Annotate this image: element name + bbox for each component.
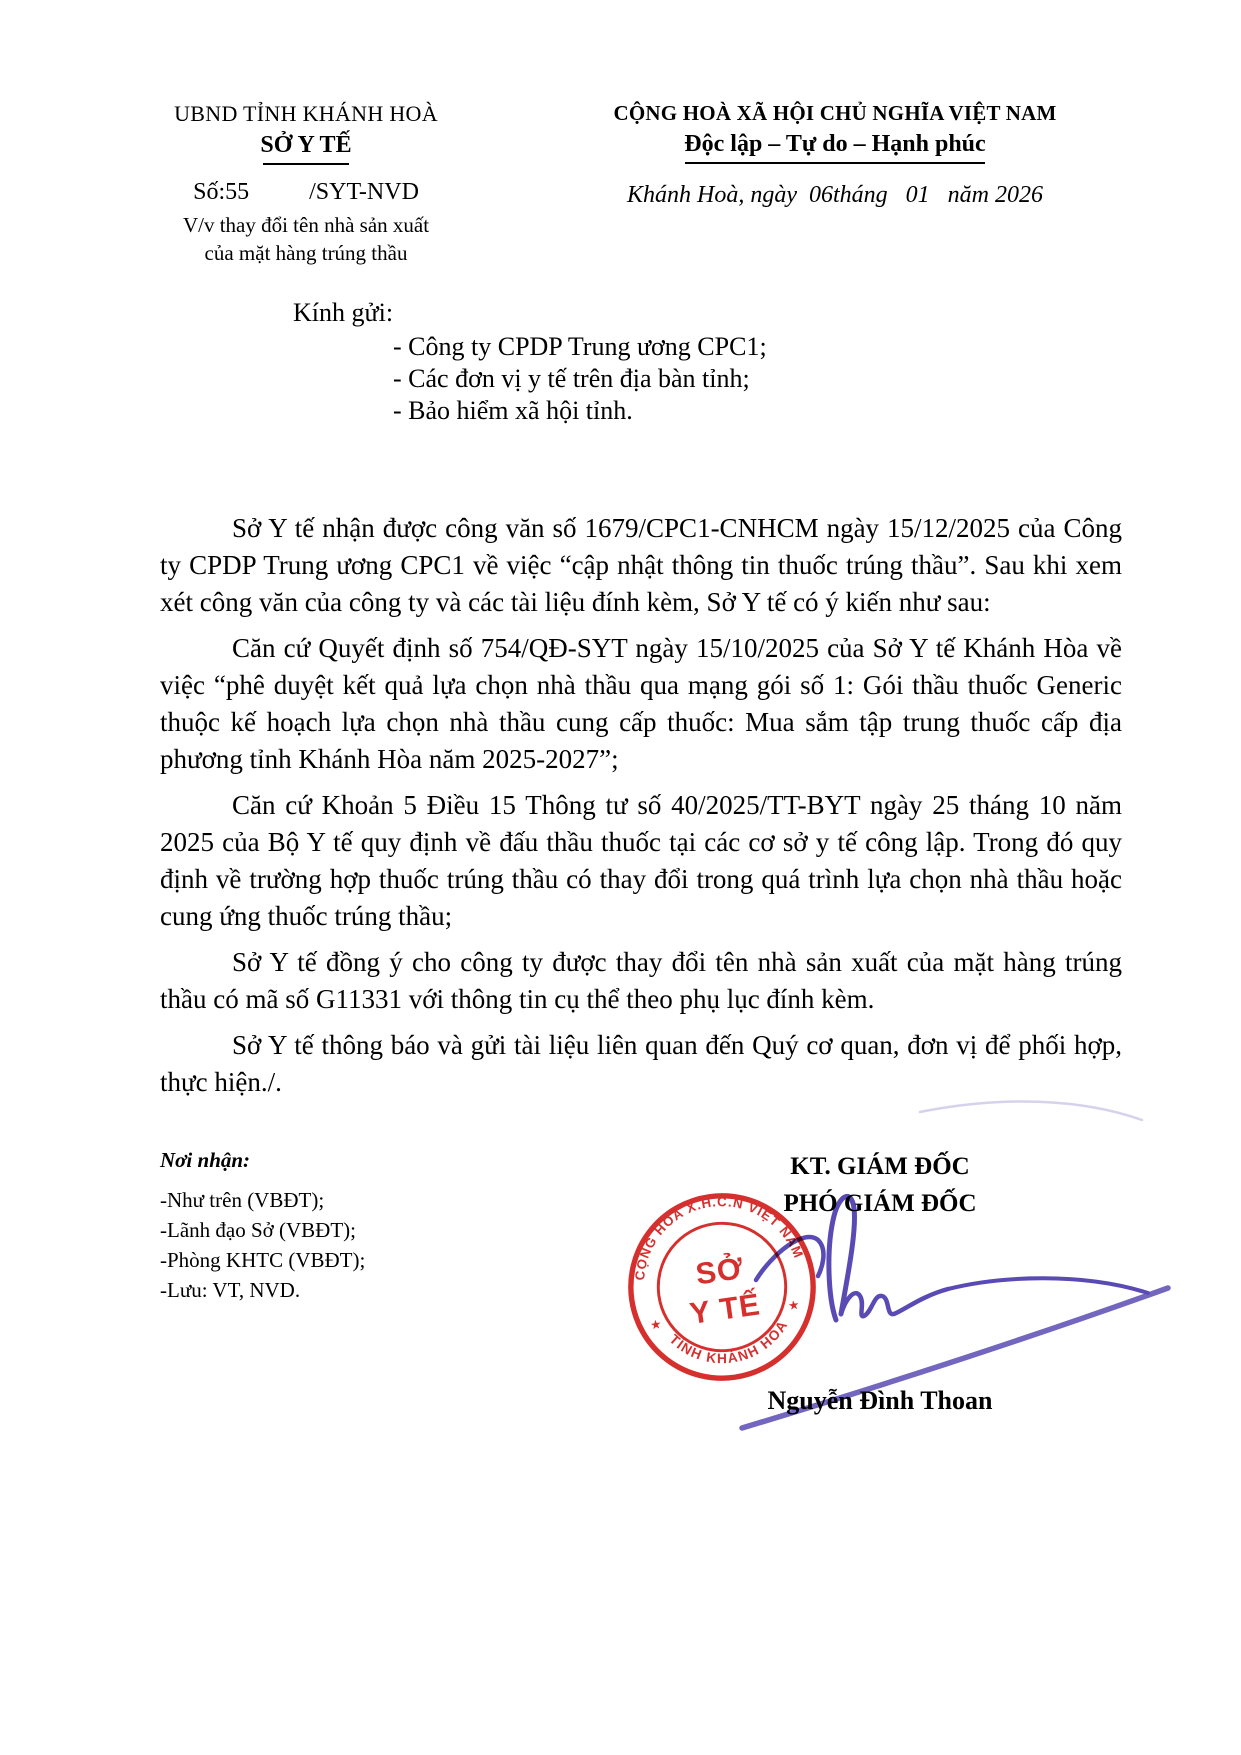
department-underline <box>263 163 349 165</box>
distribution-label: Nơi nhận: <box>160 1148 251 1172</box>
subject-line-2: của mặt hàng trúng thầu <box>204 240 408 265</box>
distribution-block <box>160 1148 365 1305</box>
subject-line-1: V/v thay đổi tên nhà sản xuất <box>182 212 430 237</box>
body-paragraph: Căn cứ Quyết định số 754/QĐ-SYT ngày 15/10/2025 của Sở Y tế Khánh Hòa về việc “phê duyệt kết quả lựa chọn nhà thầu qua mạng gói số 1: Gói thầu thuốc Generic thuộc kế hoạch lựa chọn nhà thầu cung cấp thuốc: Mua sắm tập trung thuốc cấp địa phương tỉnh Khánh Hòa năm 2025-2027”; <box>160 633 1122 774</box>
stamp-arc-bottom-text: TỈNH KHÁNH HÒA <box>666 1317 791 1367</box>
body-paragraph: Sở Y tế nhận được công văn số 1679/CPC1-CNHCM ngày 15/12/2025 của Công ty CPDP Trung ương CPC1 về việc “cập nhật thông tin thuốc trúng thầu”. Sau khi xem xét công văn của công ty và các tài liệu đính kèm, Sở Y tế có ý kiến như sau: <box>160 513 1122 617</box>
body-paragraph: Sở Y tế đồng ý cho công ty được thay đổi tên nhà sản xuất của mặt hàng trúng thầu có mã số G11331 với thông tin cụ thể theo phụ lục đính kèm. <box>160 947 1122 1014</box>
distribution-item: -Lưu: VT, NVD. <box>160 1278 301 1302</box>
stamp-star-right-icon: ★ <box>787 1297 801 1314</box>
national-title: CỘNG HOÀ XÃ HỘI CHỦ NGHĨA VIỆT NAM <box>613 101 1057 125</box>
recipient-item: - Bảo hiểm xã hội tỉnh. <box>393 396 633 425</box>
issuing-authority: UBND TỈNH KHÁNH HOÀ <box>174 101 438 126</box>
distribution-item: -Phòng KHTC (VBĐT); <box>160 1248 366 1272</box>
header-right-block <box>535 100 1135 210</box>
national-motto: Độc lập – Tự do – Hạnh phúc <box>684 131 986 158</box>
stamp-center-line-1: SỞ <box>693 1251 746 1292</box>
signature-title-2: PHÓ GIÁM ĐỐC <box>783 1190 977 1217</box>
signer-name: Nguyễn Đình Thoan <box>767 1386 993 1415</box>
recipient-item: - Các đơn vị y tế trên địa bàn tỉnh; <box>393 364 750 393</box>
distribution-list <box>160 1185 365 1305</box>
body-paragraph: Sở Y tế thông báo và gửi tài liệu liên quan đến Quý cơ quan, đơn vị để phối hợp, thực hiện./. <box>160 1030 1122 1097</box>
handwritten-signature <box>600 1080 1180 1440</box>
place-and-date: Khánh Hoà, ngày 06tháng 01 năm 2026 <box>627 182 1043 209</box>
signature-title-1: KT. GIÁM ĐỐC <box>790 1153 970 1180</box>
recipient-item: - Công ty CPDP Trung ương CPC1; <box>393 332 767 361</box>
distribution-item: -Lãnh đạo Sở (VBĐT); <box>160 1218 356 1242</box>
body-paragraph: Căn cứ Khoản 5 Điều 15 Thông tư số 40/2025/TT-BYT ngày 25 tháng 10 năm 2025 của Bộ Y tế quy định về đấu thầu thuốc tại các cơ sở y tế công lập. Trong đó quy định về trường hợp thuốc trúng thầu có thay đổi trong quá trình lựa chọn nhà thầu hoặc cung ứng thuốc trúng thầu; <box>160 790 1122 931</box>
department-name: SỞ Y TẾ <box>260 131 352 158</box>
motto-underline <box>685 162 985 164</box>
salutation-label: Kính gửi: <box>293 298 394 327</box>
distribution-item: -Như trên (VBĐT); <box>160 1188 325 1212</box>
stamp-arc-top-text: CỘNG HÒA X.H.C.N VIỆT NAM <box>632 1194 807 1282</box>
recipient-list <box>393 331 767 427</box>
document-number: Số:55 /SYT-NVD <box>193 178 419 205</box>
header-left-block <box>138 100 474 267</box>
stamp-center-line-2: Y TẾ <box>687 1287 763 1331</box>
letter-body <box>160 510 1122 1110</box>
stamp-star-left-icon: ★ <box>649 1317 663 1333</box>
